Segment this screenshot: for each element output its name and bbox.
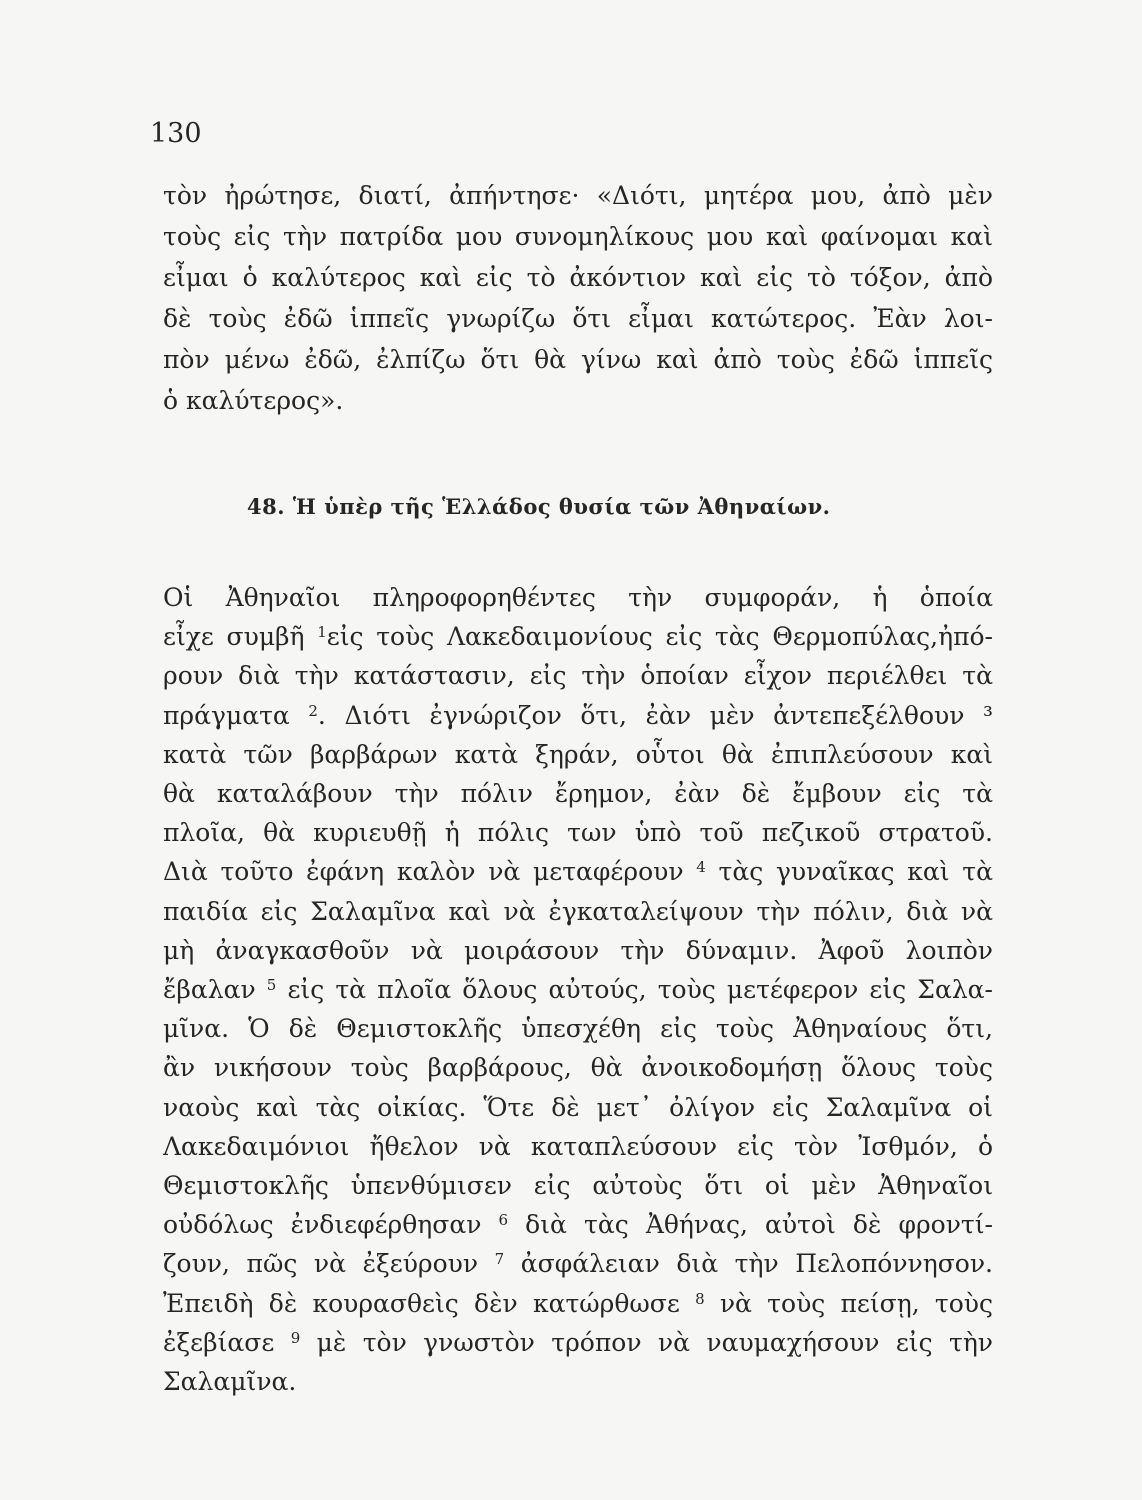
body-line-tail: νὰ τοὺς πείσῃ, τοὺς bbox=[704, 1289, 993, 1318]
body-line bbox=[163, 696, 993, 736]
body-line-text: ρουν διὰ τὴν κατάστασιν, εἰς τὴν ὁποίαν εἶχον περιέλθει τὰ bbox=[163, 661, 993, 690]
body-line-text: ναοὺς καὶ τὰς οἰκίας. Ὅτε δὲ μετ᾽ ὀλίγον εἰς Σαλαμῖνα οἱ bbox=[163, 1093, 993, 1122]
body-line-tail: εἰς τοὺς Λακεδαιμονίους εἰς τὰς Θερμοπύλας,ἠπό- bbox=[326, 622, 993, 651]
body-line-text: Διὰ τοῦτο ἐφάνη καλὸν νὰ μεταφέρουν bbox=[163, 857, 697, 886]
body-line-tail: τὰς γυναῖκας καὶ τὰ bbox=[705, 857, 993, 886]
body-line bbox=[163, 578, 993, 618]
body-line bbox=[163, 1323, 993, 1363]
intro-line: τὸν ἠρώτησε, διατί, ἀπήντησε· «Διότι, μητέρα μου, ἀπὸ μὲν bbox=[163, 181, 993, 210]
body-line bbox=[163, 1284, 993, 1324]
body-line bbox=[163, 931, 993, 971]
body-line-text: ἂν νικήσουν τοὺς βαρβάρους, θὰ ἀνοικοδομήσῃ ὅλους τοὺς bbox=[163, 1053, 993, 1082]
body-line bbox=[163, 1205, 993, 1245]
body-line bbox=[163, 1127, 993, 1167]
section-body bbox=[163, 578, 993, 1428]
footnote-marker: 6 bbox=[498, 1211, 509, 1229]
intro-line: ὁ καλύτερος». bbox=[163, 386, 344, 415]
body-line bbox=[163, 1009, 993, 1049]
body-line-text: μῖνα. Ὁ δὲ Θεμιστοκλῆς ὑπεσχέθη εἰς τοὺς Ἀθηναίους ὅτι, bbox=[163, 1014, 993, 1043]
footnote-marker: 5 bbox=[266, 976, 277, 994]
body-line bbox=[163, 970, 993, 1010]
intro-line: εἶμαι ὁ καλύτερος καὶ εἰς τὸ ἀκόντιον καὶ εἰς τὸ τόξον, ἀπὸ bbox=[163, 263, 993, 292]
body-line bbox=[163, 1088, 993, 1128]
body-line-text: θὰ καταλάβουν τὴν πόλιν ἔρημον, ἐὰν δὲ ἔμβουν εἰς τὰ bbox=[163, 779, 993, 808]
body-line-tail: . Διότι ἐγνώριζον ὅτι, ἐὰν μὲν ἀντεπεξέλθουν ³ bbox=[317, 701, 993, 730]
body-line bbox=[163, 735, 993, 775]
section-heading: 48. Ἡ ὑπὲρ τῆς Ἑλλάδος θυσία τῶν Ἀθηναίων. bbox=[247, 494, 831, 519]
footnote-marker: 1 bbox=[317, 623, 327, 641]
body-line-text: ἐξεβίασε bbox=[163, 1328, 291, 1357]
footnote-marker: 2 bbox=[308, 702, 318, 720]
body-line-text: παιδία εἰς Σαλαμῖνα καὶ νὰ ἐγκαταλείψουν τὴν πόλιν, διὰ νὰ bbox=[163, 897, 993, 926]
intro-line: δὲ τοὺς ἐδῶ ἱππεῖς γνωρίζω ὅτι εἶμαι κατώτερος. Ἐὰν λοι- bbox=[163, 304, 993, 333]
body-line-text: κατὰ τῶν βαρβάρων κατὰ ξηράν, οὗτοι θὰ ἐπιπλεύσουν καὶ bbox=[163, 740, 993, 769]
body-line-text: πράγματα bbox=[163, 701, 309, 730]
body-line-text: Σαλαμῖνα. bbox=[163, 1367, 297, 1396]
footnote-marker: 9 bbox=[290, 1329, 301, 1347]
body-line-text: οὐδόλως ἐνδιεφέρθησαν bbox=[163, 1210, 499, 1239]
page-number: 130 bbox=[150, 118, 202, 149]
body-line-tail: ἀσφάλειαν διὰ τὴν Πελοπόννησον. bbox=[504, 1249, 993, 1278]
body-line-text: Θεμιστοκλῆς ὑπενθύμισεν εἰς αὐτοὺς ὅτι οἱ μὲν Ἀθηναῖοι bbox=[163, 1171, 993, 1200]
body-line bbox=[163, 852, 993, 892]
body-line-text: μὴ ἀναγκασθοῦν νὰ μοιράσουν τὴν δύναμιν. Ἀφοῦ λοιπὸν bbox=[163, 936, 993, 965]
body-line bbox=[163, 813, 993, 853]
intro-line: πὸν μένω ἐδῶ, ἐλπίζω ὅτι θὰ γίνω καὶ ἀπὸ τοὺς ἐδῶ ἱππεῖς bbox=[163, 345, 993, 374]
body-line-text: Λακεδαιμόνιοι ἤθελον νὰ καταπλεύσουν εἰς τὸν Ἰσθμόν, ὁ bbox=[163, 1132, 993, 1161]
body-line-text: εἶχε συμβῆ bbox=[163, 622, 318, 651]
footnote-marker: 4 bbox=[696, 858, 706, 876]
body-line-text: Ἐπειδὴ δὲ κουρασθεὶς δὲν κατώρθωσε bbox=[163, 1289, 696, 1318]
body-line bbox=[163, 656, 993, 696]
body-line bbox=[163, 617, 993, 657]
body-line-tail: διὰ τὰς Ἀθήνας, αὐτοὶ δὲ φροντί- bbox=[508, 1210, 993, 1239]
body-line-tail: εἰς τὰ πλοῖα ὅλους αὐτούς, τοὺς μετέφερον εἰς Σαλα- bbox=[276, 975, 993, 1004]
footnote-marker: 7 bbox=[494, 1250, 505, 1268]
body-line bbox=[163, 892, 993, 932]
body-line-text: πλοῖα, θὰ κυριευθῇ ἡ πόλις των ὑπὸ τοῦ πεζικοῦ στρατοῦ. bbox=[163, 818, 993, 847]
body-line-text: ζουν, πῶς νὰ ἐξεύρουν bbox=[163, 1249, 495, 1278]
body-line bbox=[163, 774, 993, 814]
body-line-text: Οἱ Ἀθηναῖοι πληροφορηθέντες τὴν συμφοράν, ἡ ὁποία bbox=[163, 583, 993, 612]
intro-line: τοὺς εἰς τὴν πατρίδα μου συνομηλίκους μου καὶ φαίνομαι καὶ bbox=[163, 222, 993, 251]
footnote-marker: 8 bbox=[695, 1290, 705, 1308]
intro-paragraph bbox=[163, 176, 993, 426]
body-line bbox=[163, 1166, 993, 1206]
body-line-tail: μὲ τὸν γνωστὸν τρόπον νὰ ναυμαχήσουν εἰς τὴν bbox=[300, 1328, 993, 1357]
body-line bbox=[163, 1048, 993, 1088]
body-line bbox=[163, 1244, 993, 1284]
body-line-text: ἔβαλαν bbox=[163, 975, 267, 1004]
body-line bbox=[163, 1362, 993, 1402]
